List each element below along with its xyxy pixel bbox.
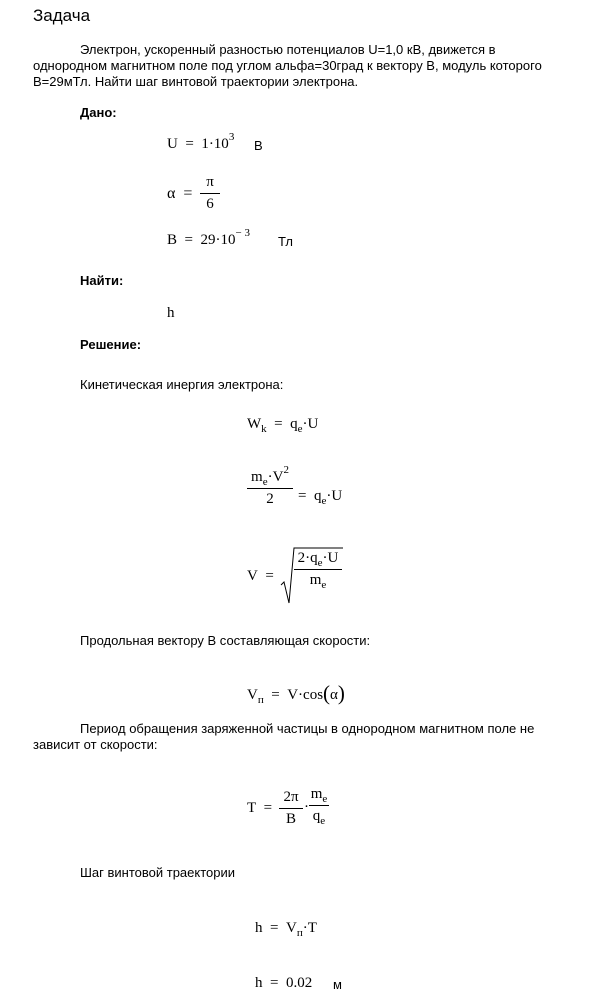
- energy-fraction: $m_e\cdot V^2$ 2: [247, 469, 293, 508]
- given-u-unit: В: [254, 138, 263, 153]
- h-formula: $h = V_п\cdot T$: [255, 920, 317, 939]
- t-fraction-1: 2π B: [279, 789, 303, 828]
- solution-label: Решение:: [80, 337, 142, 352]
- step-text: Шаг винтовой траектории: [80, 865, 236, 880]
- given-u-formula: $U = 1\cdot 10^3$: [167, 131, 235, 152]
- given-label: Дано:: [80, 105, 117, 120]
- find-value: h: [167, 305, 175, 321]
- vp-formula: $V_п = V\cdot\cos(\alpha)$: [247, 681, 345, 706]
- t-lhs: T =: [247, 800, 273, 816]
- wk-formula: $W_k = q_e\cdot U$: [247, 416, 319, 435]
- problem-line-2: однородном магнитном поле под углом альфа=30град к вектору B, модуль которого: [33, 58, 542, 73]
- h-result: h = 0.02: [255, 975, 313, 991]
- t-dot: ·: [304, 799, 309, 815]
- page-title: Задача: [33, 6, 91, 25]
- problem-line-1: Электрон, ускоренный разностью потенциалов U=1,0 кВ, движется в: [80, 42, 496, 57]
- period-line-2: зависит от скорости:: [33, 737, 158, 752]
- given-b-unit: Тл: [278, 234, 293, 249]
- find-label: Найти:: [80, 273, 124, 288]
- h-result-unit: м: [333, 977, 342, 992]
- given-alpha-fraction: π 6: [200, 174, 220, 213]
- period-line-1: Период обращения заряженной частицы в однородном магнитном поле не: [80, 721, 535, 736]
- problem-line-3: B=29мТл. Найти шаг винтовой траектории электрона.: [33, 74, 359, 89]
- energy-rhs: = $q_e\cdot U$: [298, 488, 343, 507]
- kinetic-text: Кинетическая инергия электрона:: [80, 377, 284, 392]
- given-b-formula: $B = 29\cdot 10^{- 3}$: [167, 227, 250, 248]
- longitudinal-text: Продольная вектору B составляющая скорости:: [80, 633, 371, 648]
- v-lhs: V =: [247, 568, 274, 584]
- v-fraction: $2\cdot q_e\cdot U$ $m_e$: [294, 550, 342, 589]
- given-alpha-lhs: α =: [167, 185, 193, 202]
- t-fraction-2: $m_e$ $q_e$: [310, 786, 328, 827]
